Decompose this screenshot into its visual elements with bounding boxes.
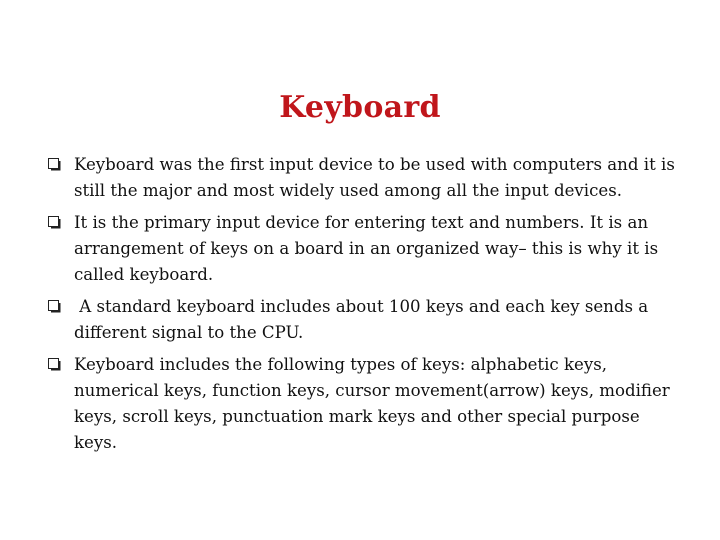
checkbox-square-icon <box>48 216 61 229</box>
bullet-text: A standard keyboard includes about 100 keys and each key sends a different signal to the CPU. <box>74 297 654 342</box>
bullet-list <box>46 152 686 462</box>
bullet-text: It is the primary input device for entering text and numbers. It is an arrangement of keys on a board in an organized way– this is why it is called keyboard. <box>74 213 659 284</box>
slide-title: Keyboard <box>279 90 441 125</box>
bullet-item <box>46 352 686 456</box>
checkbox-square-icon <box>48 158 61 171</box>
bullet-item <box>46 152 686 204</box>
checkbox-square-icon <box>48 300 61 313</box>
bullet-text: Keyboard was the first input device to be used with computers and it is still the major and most widely used among all the input devices. <box>74 155 675 200</box>
checkbox-square-icon <box>48 358 61 371</box>
bullet-item <box>46 210 686 288</box>
bullet-item <box>46 294 686 346</box>
bullet-text: Keyboard includes the following types of keys: alphabetic keys, numerical keys, function keys, cursor movement(arrow) keys, modifier keys, scroll keys, punctuation mark keys and other special purpose keys. <box>74 355 670 452</box>
